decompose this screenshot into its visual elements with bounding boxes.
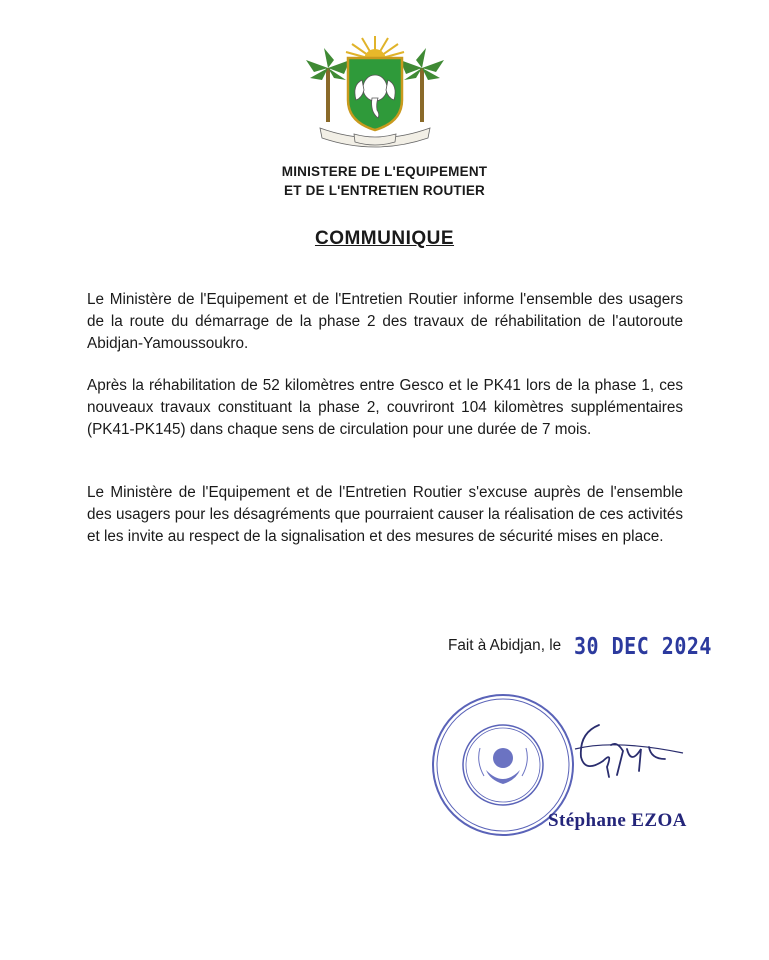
place-date-label: Fait à Abidjan, le	[448, 637, 562, 654]
coat-of-arms-icon	[300, 30, 450, 155]
document-title: COMMUNIQUE	[314, 228, 455, 249]
signer-name: Stéphane EZOA	[548, 810, 687, 831]
signature-icon	[565, 715, 685, 785]
paragraph-2: Après la réhabilitation de 52 kilomètres entre Gesco et le PK41 lors de la phase 1, ces nouveaux travaux constituant la phase 2, couvriront 104 kilomètres supplémentaires (PK41-PK145) dans chaque sens de circulation pour une durée de 7 mois.	[87, 377, 683, 438]
paragraph-3: Le Ministère de l'Equipement et de l'Entretien Routier s'excuse auprès de l'ensemble des usagers pour les désagréments que pourraient causer la réalisation de ces activités et les invite au respect de la signalisation et des mesures de sécurité mises en place.	[87, 484, 683, 545]
ministry-name-line1: MINISTERE DE L'EQUIPEMENT	[281, 164, 488, 179]
date-stamp: 30 DEC 2024	[574, 632, 712, 660]
ministry-name-line2: ET DE L'ENTRETIEN ROUTIER	[284, 183, 485, 198]
paragraph-1: Le Ministère de l'Equipement et de l'Entretien Routier informe l'ensemble des usagers de la route du démarrage de la phase 2 des travaux de réhabilitation de l'autoroute Abidjan-Yamoussoukro.	[87, 291, 683, 352]
